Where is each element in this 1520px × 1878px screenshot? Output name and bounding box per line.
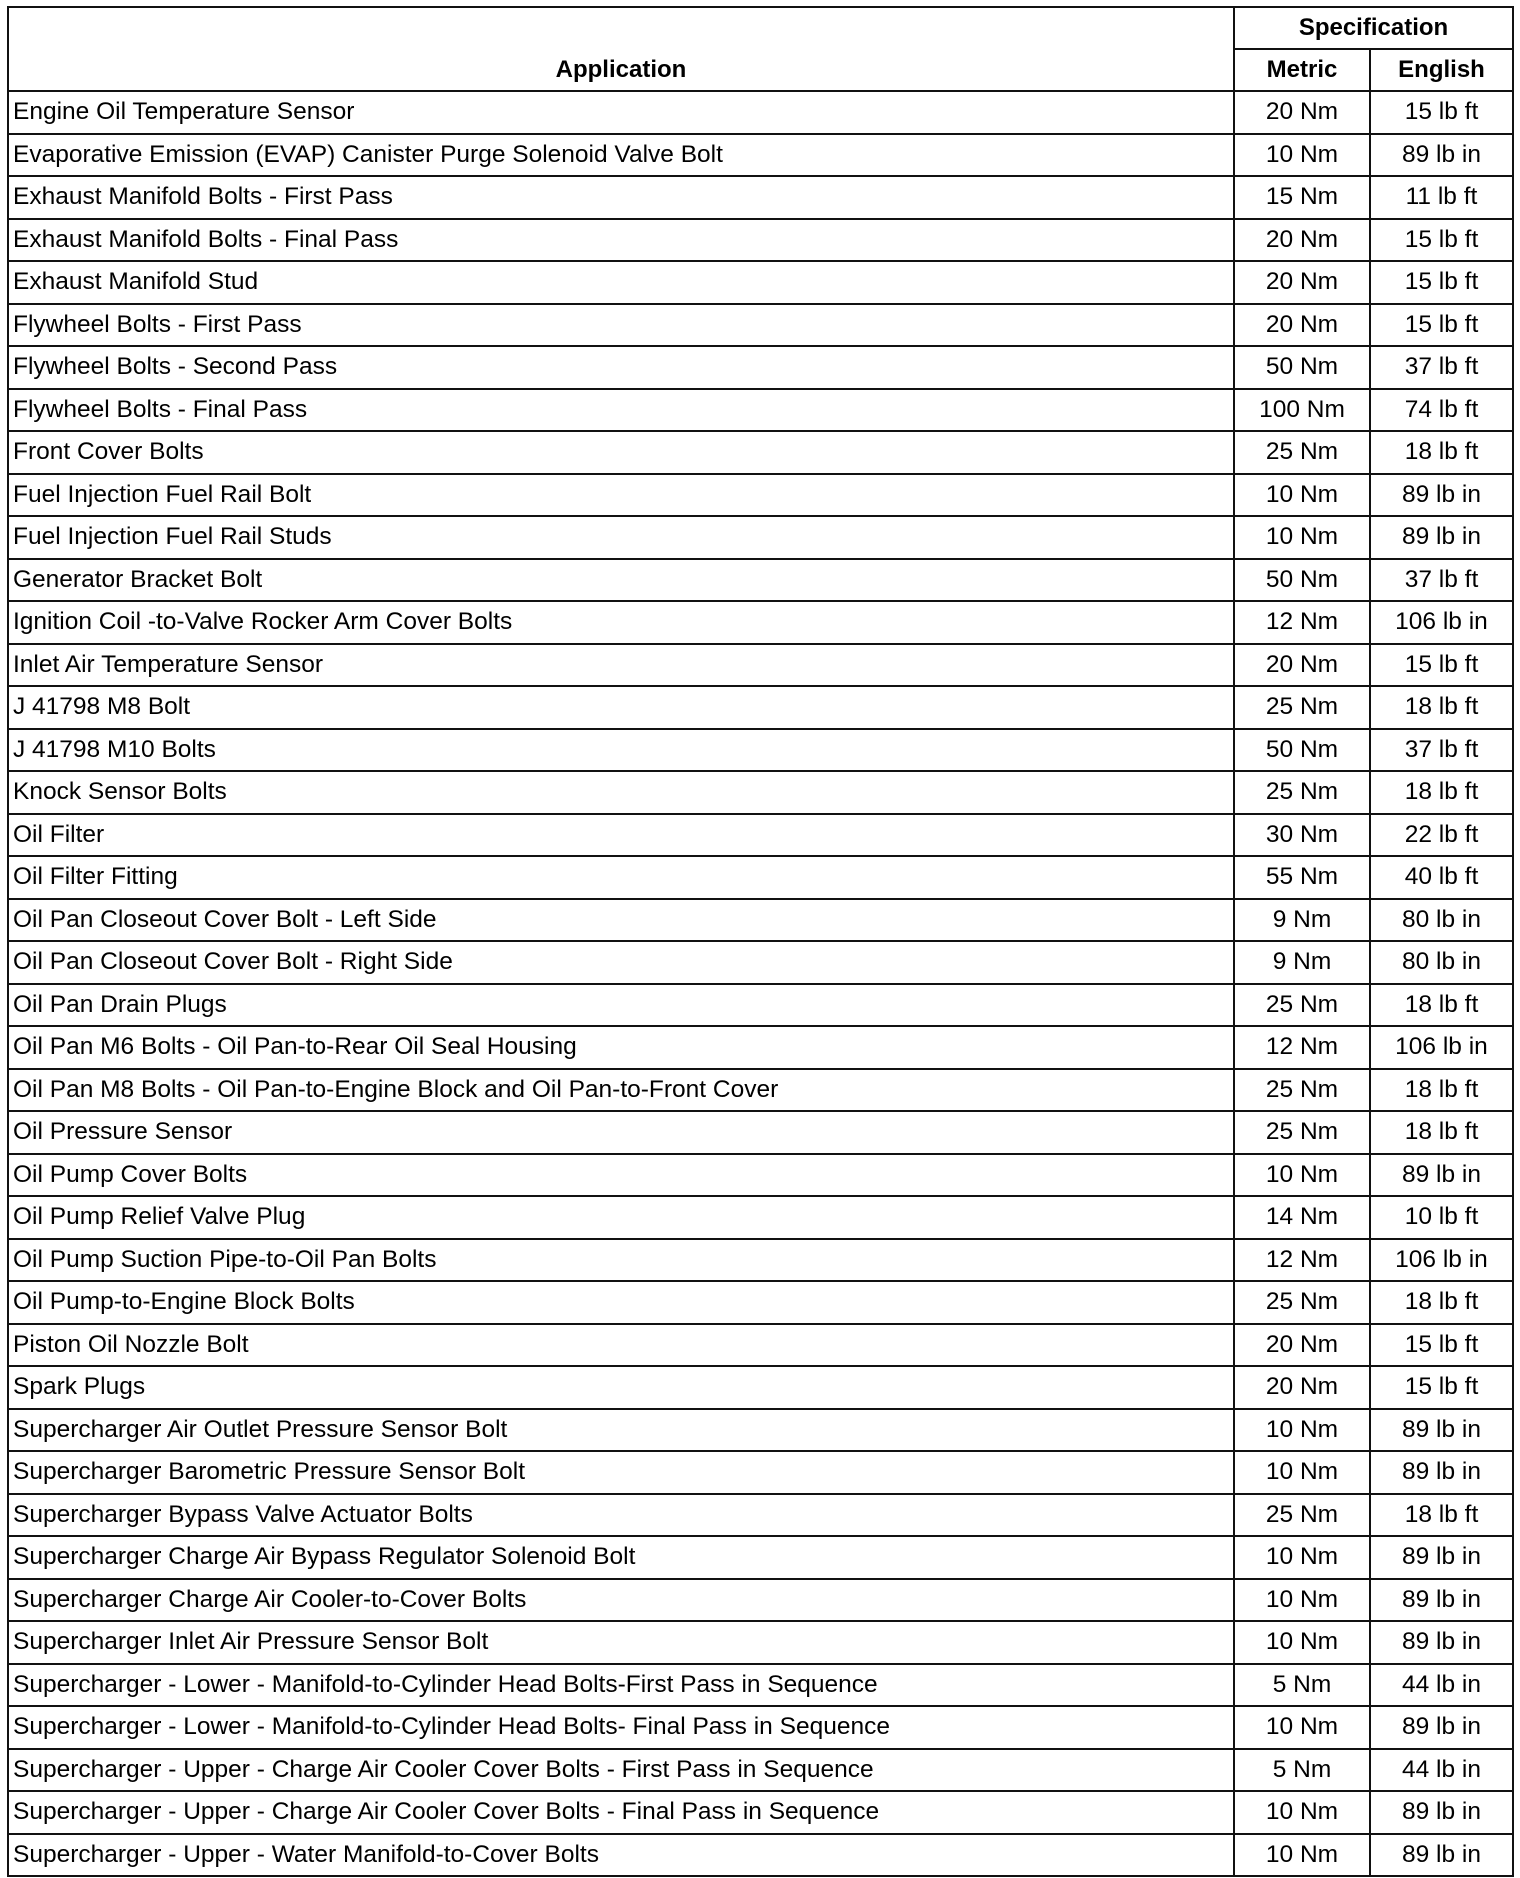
table-row: [8, 474, 1513, 517]
metric-value-cell: 50 Nm: [1234, 346, 1370, 389]
metric-value-cell: 20 Nm: [1234, 304, 1370, 347]
english-value-cell: 89 lb in: [1370, 1706, 1513, 1749]
metric-value-cell: 15 Nm: [1234, 176, 1370, 219]
metric-value-cell: 5 Nm: [1234, 1749, 1370, 1792]
english-value-cell: 89 lb in: [1370, 474, 1513, 517]
english-value-cell: 89 lb in: [1370, 1536, 1513, 1579]
application-cell: Inlet Air Temperature Sensor: [8, 644, 1234, 687]
metric-value-cell: 20 Nm: [1234, 644, 1370, 687]
english-value-cell: 15 lb ft: [1370, 304, 1513, 347]
metric-value-cell: 10 Nm: [1234, 1579, 1370, 1622]
table-row: [8, 1621, 1513, 1664]
application-cell: Fuel Injection Fuel Rail Studs: [8, 516, 1234, 559]
table-row: [8, 1196, 1513, 1239]
application-cell: Oil Filter Fitting: [8, 856, 1234, 899]
metric-value-cell: 12 Nm: [1234, 1239, 1370, 1282]
table-row: [8, 219, 1513, 262]
metric-value-cell: 10 Nm: [1234, 134, 1370, 177]
metric-value-cell: 25 Nm: [1234, 1069, 1370, 1112]
english-value-cell: 89 lb in: [1370, 516, 1513, 559]
table-row: [8, 644, 1513, 687]
table-row: [8, 1026, 1513, 1069]
table-row: [8, 686, 1513, 729]
english-value-cell: 44 lb in: [1370, 1664, 1513, 1707]
header-row-top: [8, 7, 1513, 49]
metric-value-cell: 100 Nm: [1234, 389, 1370, 432]
english-value-cell: 89 lb in: [1370, 1621, 1513, 1664]
metric-value-cell: 10 Nm: [1234, 1706, 1370, 1749]
english-value-cell: 89 lb in: [1370, 1451, 1513, 1494]
table-row: [8, 1451, 1513, 1494]
english-value-cell: 15 lb ft: [1370, 644, 1513, 687]
metric-value-cell: 20 Nm: [1234, 1324, 1370, 1367]
application-cell: J 41798 M10 Bolts: [8, 729, 1234, 772]
english-value-cell: 10 lb ft: [1370, 1196, 1513, 1239]
application-cell: Supercharger Charge Air Bypass Regulator Solenoid Bolt: [8, 1536, 1234, 1579]
metric-value-cell: 5 Nm: [1234, 1664, 1370, 1707]
english-value-cell: 106 lb in: [1370, 1026, 1513, 1069]
english-value-cell: 89 lb in: [1370, 1834, 1513, 1877]
application-cell: Oil Pressure Sensor: [8, 1111, 1234, 1154]
english-value-cell: 11 lb ft: [1370, 176, 1513, 219]
application-cell: Oil Pan Closeout Cover Bolt - Left Side: [8, 899, 1234, 942]
application-cell: Oil Pump Cover Bolts: [8, 1154, 1234, 1197]
english-value-cell: 37 lb ft: [1370, 729, 1513, 772]
english-value-cell: 80 lb in: [1370, 941, 1513, 984]
english-value-cell: 18 lb ft: [1370, 984, 1513, 1027]
application-cell: Engine Oil Temperature Sensor: [8, 91, 1234, 134]
application-cell: Exhaust Manifold Stud: [8, 261, 1234, 304]
table-row: [8, 856, 1513, 899]
metric-value-cell: 20 Nm: [1234, 261, 1370, 304]
metric-value-cell: 10 Nm: [1234, 474, 1370, 517]
table-row: [8, 1409, 1513, 1452]
application-cell: Flywheel Bolts - Second Pass: [8, 346, 1234, 389]
application-cell: Front Cover Bolts: [8, 431, 1234, 474]
english-column-header: English: [1370, 49, 1513, 91]
metric-value-cell: 10 Nm: [1234, 1791, 1370, 1834]
application-cell: Flywheel Bolts - First Pass: [8, 304, 1234, 347]
english-value-cell: 22 lb ft: [1370, 814, 1513, 857]
application-cell: Knock Sensor Bolts: [8, 771, 1234, 814]
table-row: [8, 1366, 1513, 1409]
table-row: [8, 559, 1513, 602]
english-value-cell: 18 lb ft: [1370, 686, 1513, 729]
application-cell: Supercharger - Upper - Water Manifold-to-Cover Bolts: [8, 1834, 1234, 1877]
application-cell: Supercharger - Lower - Manifold-to-Cylinder Head Bolts-First Pass in Sequence: [8, 1664, 1234, 1707]
application-cell: J 41798 M8 Bolt: [8, 686, 1234, 729]
application-cell: Piston Oil Nozzle Bolt: [8, 1324, 1234, 1367]
metric-value-cell: 10 Nm: [1234, 1536, 1370, 1579]
table-row: [8, 1791, 1513, 1834]
table-row: [8, 1536, 1513, 1579]
metric-value-cell: 30 Nm: [1234, 814, 1370, 857]
application-cell: Supercharger - Lower - Manifold-to-Cylinder Head Bolts- Final Pass in Sequence: [8, 1706, 1234, 1749]
english-value-cell: 15 lb ft: [1370, 261, 1513, 304]
metric-value-cell: 10 Nm: [1234, 1409, 1370, 1452]
application-cell: Supercharger - Upper - Charge Air Cooler Cover Bolts - Final Pass in Sequence: [8, 1791, 1234, 1834]
table-row: [8, 1154, 1513, 1197]
metric-value-cell: 20 Nm: [1234, 1366, 1370, 1409]
table-row: [8, 1494, 1513, 1537]
application-cell: Oil Pump-to-Engine Block Bolts: [8, 1281, 1234, 1324]
table-header: [8, 7, 1513, 91]
application-cell: Oil Pump Suction Pipe-to-Oil Pan Bolts: [8, 1239, 1234, 1282]
application-cell: Supercharger Barometric Pressure Sensor Bolt: [8, 1451, 1234, 1494]
table-row: [8, 899, 1513, 942]
application-cell: Oil Pump Relief Valve Plug: [8, 1196, 1234, 1239]
table-row: [8, 941, 1513, 984]
english-value-cell: 89 lb in: [1370, 134, 1513, 177]
table-row: [8, 601, 1513, 644]
metric-value-cell: 12 Nm: [1234, 601, 1370, 644]
metric-value-cell: 25 Nm: [1234, 1111, 1370, 1154]
metric-value-cell: 25 Nm: [1234, 984, 1370, 1027]
table-row: [8, 1281, 1513, 1324]
table-row: [8, 91, 1513, 134]
application-cell: Ignition Coil -to-Valve Rocker Arm Cover Bolts: [8, 601, 1234, 644]
application-cell: Oil Pan M8 Bolts - Oil Pan-to-Engine Block and Oil Pan-to-Front Cover: [8, 1069, 1234, 1112]
application-cell: Evaporative Emission (EVAP) Canister Purge Solenoid Valve Bolt: [8, 134, 1234, 177]
application-cell: Supercharger Charge Air Cooler-to-Cover Bolts: [8, 1579, 1234, 1622]
metric-value-cell: 9 Nm: [1234, 941, 1370, 984]
table-row: [8, 346, 1513, 389]
table-row: [8, 729, 1513, 772]
application-cell: Exhaust Manifold Bolts - Final Pass: [8, 219, 1234, 262]
application-cell: Spark Plugs: [8, 1366, 1234, 1409]
english-value-cell: 89 lb in: [1370, 1791, 1513, 1834]
english-value-cell: 80 lb in: [1370, 899, 1513, 942]
table-row: [8, 176, 1513, 219]
application-cell: Exhaust Manifold Bolts - First Pass: [8, 176, 1234, 219]
english-value-cell: 15 lb ft: [1370, 219, 1513, 262]
metric-value-cell: 50 Nm: [1234, 559, 1370, 602]
table-row: [8, 814, 1513, 857]
table-row: [8, 1069, 1513, 1112]
english-value-cell: 15 lb ft: [1370, 1324, 1513, 1367]
table-row: [8, 389, 1513, 432]
english-value-cell: 40 lb ft: [1370, 856, 1513, 899]
application-cell: Oil Pan M6 Bolts - Oil Pan-to-Rear Oil Seal Housing: [8, 1026, 1234, 1069]
english-value-cell: 18 lb ft: [1370, 1069, 1513, 1112]
english-value-cell: 74 lb ft: [1370, 389, 1513, 432]
application-cell: Supercharger Inlet Air Pressure Sensor Bolt: [8, 1621, 1234, 1664]
application-cell: Generator Bracket Bolt: [8, 559, 1234, 602]
metric-value-cell: 9 Nm: [1234, 899, 1370, 942]
metric-value-cell: 50 Nm: [1234, 729, 1370, 772]
english-value-cell: 18 lb ft: [1370, 771, 1513, 814]
application-cell: Oil Filter: [8, 814, 1234, 857]
table-row: [8, 516, 1513, 559]
table-row: [8, 1664, 1513, 1707]
table-row: [8, 984, 1513, 1027]
table-row: [8, 304, 1513, 347]
table-row: [8, 1324, 1513, 1367]
metric-value-cell: 10 Nm: [1234, 1451, 1370, 1494]
application-cell: Flywheel Bolts - Final Pass: [8, 389, 1234, 432]
english-value-cell: 18 lb ft: [1370, 1281, 1513, 1324]
table-row: [8, 1706, 1513, 1749]
application-column-header: Application: [8, 7, 1234, 91]
metric-value-cell: 10 Nm: [1234, 1621, 1370, 1664]
table-row: [8, 1239, 1513, 1282]
application-cell: Supercharger Bypass Valve Actuator Bolts: [8, 1494, 1234, 1537]
english-value-cell: 106 lb in: [1370, 1239, 1513, 1282]
english-value-cell: 15 lb ft: [1370, 1366, 1513, 1409]
application-cell: Supercharger - Upper - Charge Air Cooler Cover Bolts - First Pass in Sequence: [8, 1749, 1234, 1792]
metric-column-header: Metric: [1234, 49, 1370, 91]
metric-value-cell: 10 Nm: [1234, 1154, 1370, 1197]
english-value-cell: 44 lb in: [1370, 1749, 1513, 1792]
english-value-cell: 18 lb ft: [1370, 1494, 1513, 1537]
metric-value-cell: 25 Nm: [1234, 431, 1370, 474]
metric-value-cell: 20 Nm: [1234, 219, 1370, 262]
english-value-cell: 37 lb ft: [1370, 559, 1513, 602]
table-row: [8, 771, 1513, 814]
metric-value-cell: 14 Nm: [1234, 1196, 1370, 1239]
english-value-cell: 18 lb ft: [1370, 1111, 1513, 1154]
metric-value-cell: 25 Nm: [1234, 771, 1370, 814]
table-row: [8, 1834, 1513, 1877]
table-row: [8, 134, 1513, 177]
english-value-cell: 89 lb in: [1370, 1579, 1513, 1622]
table-row: [8, 1579, 1513, 1622]
english-value-cell: 89 lb in: [1370, 1409, 1513, 1452]
specification-group-header: Specification: [1234, 7, 1513, 49]
english-value-cell: 37 lb ft: [1370, 346, 1513, 389]
table-row: [8, 431, 1513, 474]
metric-value-cell: 25 Nm: [1234, 1494, 1370, 1537]
metric-value-cell: 12 Nm: [1234, 1026, 1370, 1069]
metric-value-cell: 25 Nm: [1234, 1281, 1370, 1324]
torque-specification-table: [7, 6, 1514, 1877]
english-value-cell: 18 lb ft: [1370, 431, 1513, 474]
english-value-cell: 15 lb ft: [1370, 91, 1513, 134]
english-value-cell: 106 lb in: [1370, 601, 1513, 644]
table-row: [8, 1111, 1513, 1154]
metric-value-cell: 10 Nm: [1234, 1834, 1370, 1877]
table-body: [8, 91, 1513, 1876]
table-row: [8, 261, 1513, 304]
metric-value-cell: 25 Nm: [1234, 686, 1370, 729]
application-cell: Oil Pan Closeout Cover Bolt - Right Side: [8, 941, 1234, 984]
metric-value-cell: 55 Nm: [1234, 856, 1370, 899]
application-cell: Supercharger Air Outlet Pressure Sensor Bolt: [8, 1409, 1234, 1452]
application-cell: Oil Pan Drain Plugs: [8, 984, 1234, 1027]
table-row: [8, 1749, 1513, 1792]
metric-value-cell: 10 Nm: [1234, 516, 1370, 559]
english-value-cell: 89 lb in: [1370, 1154, 1513, 1197]
application-cell: Fuel Injection Fuel Rail Bolt: [8, 474, 1234, 517]
metric-value-cell: 20 Nm: [1234, 91, 1370, 134]
